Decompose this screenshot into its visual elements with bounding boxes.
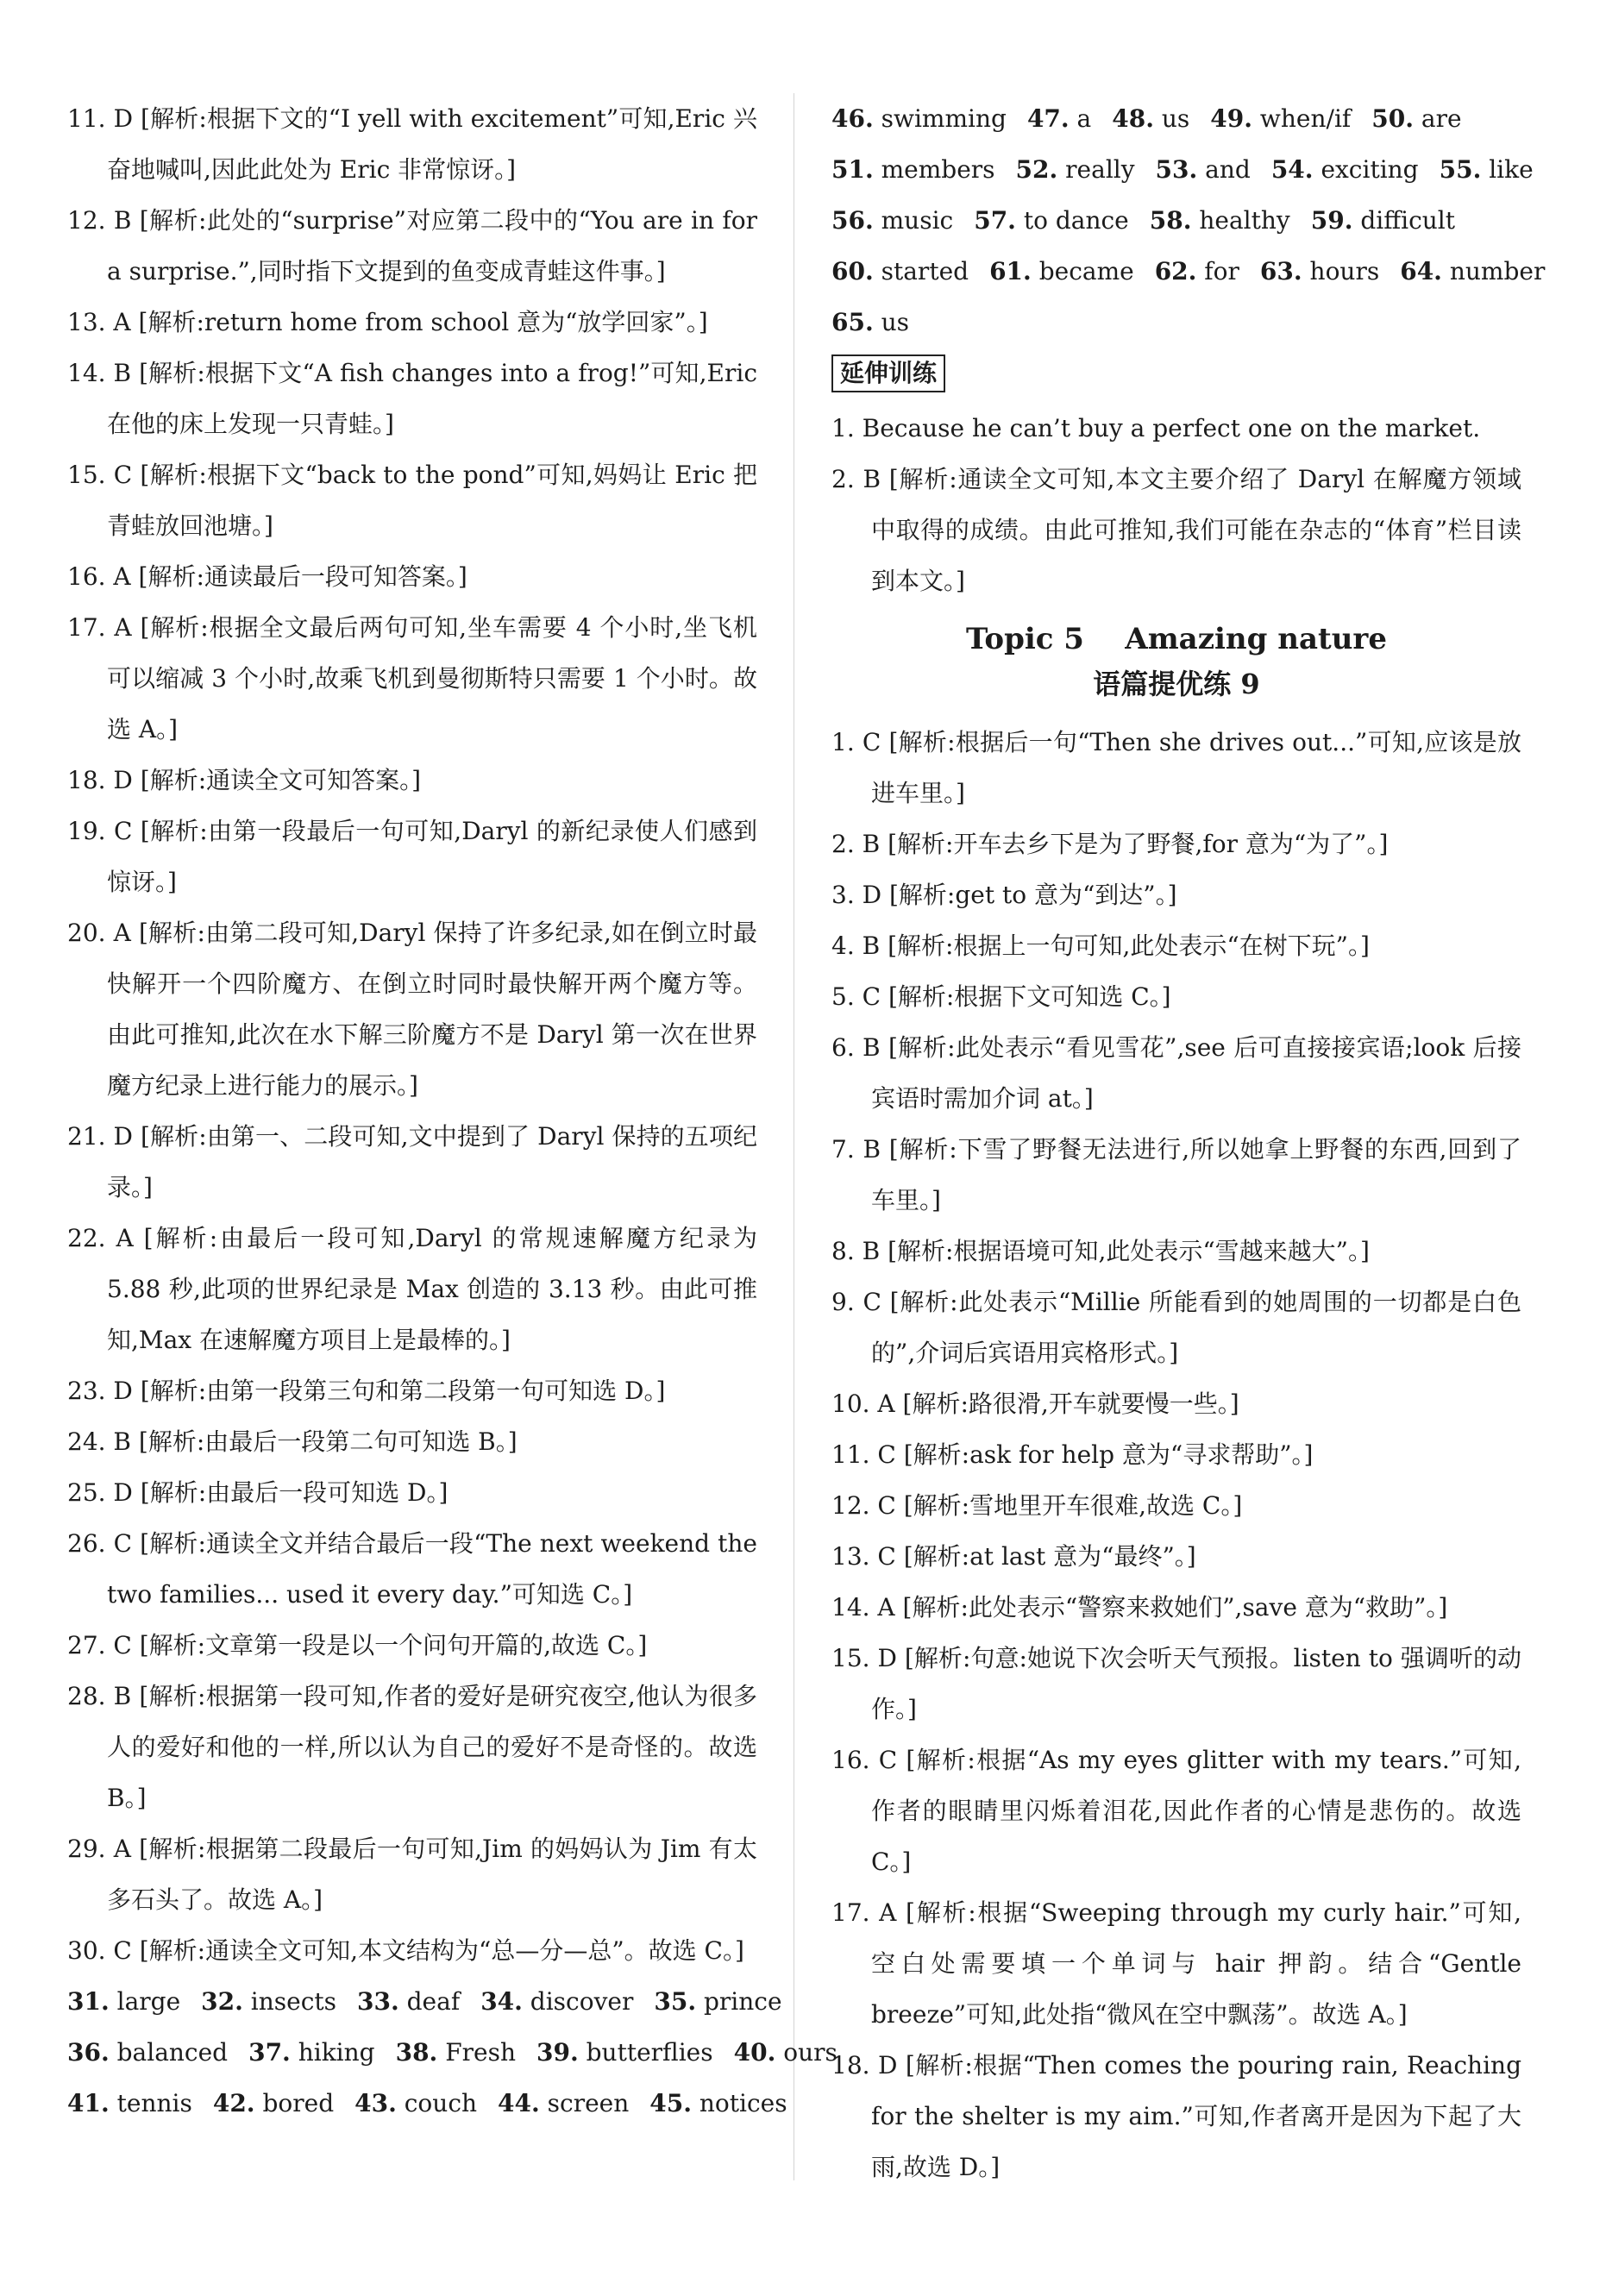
word-number: 38.	[395, 2038, 438, 2067]
word-number: 42.	[212, 2089, 255, 2117]
word-cell	[357, 1976, 460, 2027]
word-number: 41.	[67, 2089, 110, 2117]
answer-entry	[831, 1277, 1521, 1378]
word-cell	[654, 1976, 781, 2027]
word-number: 47.	[1026, 104, 1070, 133]
word-row	[831, 93, 1521, 144]
answer-entry	[67, 1213, 757, 1365]
word-answer: healthy	[1191, 206, 1290, 235]
word-answer: us	[1153, 104, 1190, 133]
word-number: 37.	[248, 2038, 291, 2067]
left-answer-list	[67, 93, 757, 1976]
word-number: 43.	[354, 2089, 397, 2117]
answer-entry	[67, 806, 757, 907]
word-answer: difficult	[1352, 206, 1456, 235]
word-answer: members	[873, 155, 995, 184]
answer-entry	[67, 1365, 757, 1416]
answer-text: 17. A [解析:根据“Sweeping through my curly hair.”可知,空白处需要填一个单词与 hair 押韵。结合“Gentle breeze”可知,此处指“微风在空中飘荡”。故选 A。]	[831, 1898, 1521, 2029]
answer-entry	[67, 1620, 757, 1671]
word-number: 46.	[831, 104, 874, 133]
answer-entry	[831, 2040, 1521, 2192]
word-number: 54.	[1270, 155, 1314, 184]
word-answer: are	[1413, 104, 1462, 133]
answer-entry	[831, 1735, 1521, 1887]
answer-text: 1. C [解析:根据后一句“Then she drives out...”可知,应该是放进车里。]	[831, 728, 1521, 807]
word-number: 45.	[649, 2089, 692, 2117]
word-row	[831, 246, 1546, 297]
word-number: 64.	[1400, 257, 1442, 285]
word-cell	[67, 1976, 180, 2027]
word-answer: exciting	[1313, 155, 1419, 184]
word-number: 61.	[989, 257, 1032, 285]
word-answer: butterflies	[578, 2038, 713, 2067]
word-cell	[1112, 93, 1189, 144]
answer-entry	[831, 1480, 1521, 1531]
word-cell	[734, 2027, 838, 2078]
extension-list	[831, 403, 1521, 606]
word-cell	[536, 2027, 713, 2078]
word-answer: Fresh	[437, 2038, 516, 2067]
word-answer: prince	[696, 1987, 782, 2016]
word-row	[67, 1976, 782, 2027]
word-cell	[1371, 93, 1461, 144]
answer-entry	[67, 1518, 757, 1620]
word-cell	[1150, 195, 1290, 246]
answer-text: 12. B [解析:此处的“surprise”对应第二段中的“You are in for a surprise.”,同时指下文提到的鱼变成青蛙这件事。]	[67, 206, 757, 285]
answer-entry	[831, 869, 1521, 920]
word-answer: and	[1197, 155, 1251, 184]
topic-title: Topic 5 Amazing nature	[966, 622, 1387, 656]
answer-entry	[831, 1226, 1521, 1277]
answer-entry	[67, 195, 757, 297]
answer-text: 20. A [解析:由第二段可知,Daryl 保持了许多纪录,如在倒立时最快解开一个四阶魔方、在倒立时同时最快解开两个魔方等。由此可推知,此次在水下解三阶魔方不是 Daryl 第一次在世界魔方纪录上进行能力的展示。]	[67, 919, 757, 1100]
answer-entry	[67, 1925, 757, 1976]
word-number: 58.	[1149, 206, 1192, 235]
word-number: 36.	[67, 2038, 110, 2067]
answer-text: 14. A [解析:此处表示“警察来救她们”,save 意为“救助”。]	[831, 1593, 1448, 1622]
answer-entry	[67, 1467, 757, 1518]
answer-entry	[67, 93, 757, 195]
word-number: 57.	[974, 206, 1016, 235]
answer-entry	[831, 1022, 1521, 1124]
answer-entry	[67, 907, 757, 1111]
answer-text: 14. B [解析:根据下文“A fish changes into a frog!”可知,Eric 在他的床上发现一只青蛙。]	[67, 359, 757, 438]
answer-text: 17. A [解析:根据全文最后两句可知,坐车需要 4 个小时,坐飞机可以缩减 3 个小时,故乘飞机到曼彻斯特只需要 1 个小时。故选 A。]	[67, 613, 757, 743]
answer-text: 18. D [解析:根据“Then comes the pouring rain, Reaching for the shelter is my aim.”可知,作者离开是因为下起了大雨,故选 D。]	[831, 2051, 1521, 2181]
word-number: 63.	[1259, 257, 1302, 285]
word-number: 52.	[1015, 155, 1058, 184]
word-cell	[831, 93, 1007, 144]
answer-entry	[831, 971, 1521, 1022]
answer-text: 29. A [解析:根据第二段最后一句可知,Jim 的妈妈认为 Jim 有太多石头了。故选 A。]	[67, 1835, 757, 1914]
answer-text: 26. C [解析:通读全文并结合最后一段“The next weekend the two families... used it every day.”可知选 C。]	[67, 1529, 757, 1609]
answer-entry	[67, 1823, 757, 1925]
answer-text: 3. D [解析:get to 意为“到达”。]	[831, 881, 1177, 909]
answer-entry	[831, 454, 1521, 606]
word-answer: deaf	[398, 1987, 461, 2016]
answer-text: 15. D [解析:句意:她说下次会听天气预报。listen to 强调听的动作。]	[831, 1644, 1521, 1723]
word-number: 65.	[831, 308, 874, 336]
word-answer: tennis	[109, 2089, 192, 2117]
word-answer: hiking	[290, 2038, 375, 2067]
word-cell	[831, 297, 909, 348]
word-answer: us	[873, 308, 910, 336]
answer-text: 9. C [解析:此处表示“Millie 所能看到的她周围的一切都是白色的”,介词后宾语用宾格形式。]	[831, 1288, 1521, 1367]
word-number: 31.	[67, 1987, 110, 2016]
answer-entry	[67, 602, 757, 755]
word-number: 49.	[1210, 104, 1252, 133]
answer-text: 16. A [解析:通读最后一段可知答案。]	[67, 562, 467, 591]
word-number: 50.	[1371, 104, 1414, 133]
answer-text: 10. A [解析:路很滑,开车就要慢一些。]	[831, 1390, 1239, 1418]
word-number: 51.	[831, 155, 874, 184]
word-cell	[1210, 93, 1351, 144]
word-cell	[67, 2027, 228, 2078]
word-cell	[213, 2078, 334, 2129]
answer-text: 23. D [解析:由第一段第三句和第二段第一句可知选 D。]	[67, 1377, 666, 1405]
answer-text: 7. B [解析:下雪了野餐无法进行,所以她拿上野餐的东西,回到了车里。]	[831, 1135, 1521, 1214]
answer-text: 27. C [解析:文章第一段是以一个问句开篇的,故选 C。]	[67, 1631, 648, 1659]
topic-subtitle: 语篇提优练 9	[1093, 668, 1260, 700]
answer-text: 11. C [解析:ask for help 意为“寻求帮助”。]	[831, 1440, 1314, 1469]
word-answer: discover	[522, 1987, 634, 2016]
answer-text: 8. B [解析:根据语境可知,此处表示“雪越来越大”。]	[831, 1237, 1370, 1265]
word-answer: really	[1057, 155, 1135, 184]
word-answer: screen	[539, 2089, 630, 2117]
word-cell	[1156, 144, 1251, 195]
word-number: 55.	[1439, 155, 1482, 184]
answer-entry	[831, 1378, 1521, 1429]
answer-entry	[831, 1531, 1521, 1582]
word-answer: notices	[691, 2089, 787, 2117]
answer-text: 18. D [解析:通读全文可知答案。]	[67, 766, 422, 794]
answer-text: 6. B [解析:此处表示“看见雪花”,see 后可直接接宾语;look 后接宾语时需加介词 at。]	[831, 1033, 1521, 1113]
word-number: 40.	[733, 2038, 776, 2067]
word-answer: when/if	[1252, 104, 1352, 133]
word-cell	[1311, 195, 1455, 246]
word-cell	[649, 2078, 787, 2129]
answer-text: 24. B [解析:由最后一段第二句可知选 B。]	[67, 1427, 518, 1456]
answer-entry	[831, 717, 1521, 819]
word-answer: like	[1481, 155, 1534, 184]
right-word-grid	[831, 93, 1546, 348]
answer-text: 2. B [解析:通读全文可知,本文主要介绍了 Daryl 在解魔方领域中取得的成绩。由此可推知,我们可能在杂志的“体育”栏目读到本文。]	[831, 465, 1521, 595]
answer-entry	[67, 755, 757, 806]
answer-entry	[67, 1416, 757, 1467]
answer-entry	[67, 297, 757, 348]
word-cell	[974, 195, 1129, 246]
word-cell	[1260, 246, 1379, 297]
answer-text: 25. D [解析:由最后一段可知选 D。]	[67, 1478, 449, 1507]
answer-entry	[831, 819, 1521, 869]
word-cell	[1400, 246, 1545, 297]
answer-entry	[831, 1429, 1521, 1480]
answer-text: 28. B [解析:根据第一段可知,作者的爱好是研究夜空,他认为很多人的爱好和他的一样,所以认为自己的爱好不是奇怪的。故选 B。]	[67, 1682, 757, 1812]
word-answer: music	[873, 206, 954, 235]
word-cell	[396, 2027, 516, 2078]
answer-text: 13. C [解析:at last 意为“最终”。]	[831, 1542, 1196, 1571]
answer-text: 16. C [解析:根据“As my eyes glitter with my tears.”可知,作者的眼睛里闪烁着泪花,因此作者的心情是悲伤的。故选 C。]	[831, 1746, 1521, 1876]
word-cell	[67, 2078, 192, 2129]
answer-entry	[831, 1887, 1521, 2040]
word-number: 34.	[480, 1987, 523, 2016]
word-answer: insects	[242, 1987, 337, 2016]
extension-label: 延伸训练	[831, 354, 945, 392]
left-column	[67, 93, 838, 2129]
word-cell	[831, 246, 969, 297]
word-cell	[1440, 144, 1534, 195]
word-number: 32.	[201, 1987, 243, 2016]
answer-text: 2. B [解析:开车去乡下是为了野餐,for 意为“为了”。]	[831, 830, 1389, 858]
word-row	[67, 2078, 787, 2129]
word-answer: large	[109, 1987, 181, 2016]
word-number: 33.	[357, 1987, 399, 2016]
word-answer: couch	[396, 2089, 478, 2117]
right-column	[831, 93, 1546, 2192]
word-cell	[1271, 144, 1419, 195]
word-cell	[989, 246, 1134, 297]
answer-text: 22. A [解析:由最后一段可知,Daryl 的常规速解魔方纪录为 5.88 秒,此项的世界纪录是 Max 创造的 3.13 秒。由此可推知,Max 在速解魔方项目上是最棒的。]	[67, 1224, 757, 1354]
answer-text: 19. C [解析:由第一段最后一句可知,Daryl 的新纪录使人们感到惊讶。]	[67, 817, 757, 896]
word-answer: number	[1441, 257, 1546, 285]
answer-text: 13. A [解析:return home from school 意为“放学回家”。]	[67, 308, 708, 336]
word-cell	[201, 1976, 336, 2027]
answer-text: 1. Because he can’t buy a perfect one on the market.	[831, 414, 1481, 442]
left-word-grid	[67, 1976, 838, 2129]
word-answer: a	[1069, 104, 1092, 133]
word-cell	[831, 144, 995, 195]
word-answer: bored	[254, 2089, 335, 2117]
answer-entry	[831, 920, 1521, 971]
word-row	[831, 144, 1534, 195]
word-answer: became	[1031, 257, 1134, 285]
answer-entry	[831, 1582, 1521, 1633]
answer-entry	[831, 1633, 1521, 1735]
word-cell	[480, 1976, 633, 2027]
word-cell	[498, 2078, 629, 2129]
answer-entry	[67, 1111, 757, 1213]
answer-text: 15. C [解析:根据下文“back to the pond”可知,妈妈让 Eric 把青蛙放回池塘。]	[67, 461, 757, 540]
word-cell	[354, 2078, 477, 2129]
word-number: 60.	[831, 257, 874, 285]
word-cell	[1016, 144, 1135, 195]
word-answer: balanced	[109, 2038, 229, 2067]
word-row	[831, 297, 1521, 348]
answer-text: 5. C [解析:根据下文可知选 C。]	[831, 982, 1171, 1011]
answer-entry	[67, 348, 757, 449]
answer-entry	[831, 403, 1521, 454]
word-number: 62.	[1154, 257, 1197, 285]
word-cell	[1155, 246, 1239, 297]
word-answer: started	[873, 257, 969, 285]
right-answer-list	[831, 717, 1521, 2192]
word-number: 53.	[1155, 155, 1198, 184]
word-answer: to dance	[1015, 206, 1129, 235]
answer-text: 4. B [解析:根据上一句可知,此处表示“在树下玩”。]	[831, 932, 1370, 960]
answer-text: 12. C [解析:雪地里开车很难,故选 C。]	[831, 1491, 1243, 1520]
answer-entry	[67, 449, 757, 551]
word-answer: for	[1196, 257, 1239, 285]
word-cell	[831, 195, 953, 246]
word-number: 48.	[1112, 104, 1154, 133]
word-number: 59.	[1310, 206, 1353, 235]
answer-entry	[67, 1671, 757, 1823]
word-cell	[1027, 93, 1091, 144]
word-number: 35.	[654, 1987, 697, 2016]
word-number: 56.	[831, 206, 874, 235]
word-answer: hours	[1302, 257, 1380, 285]
word-answer: swimming	[873, 104, 1007, 133]
answer-entry	[831, 1124, 1521, 1226]
answer-entry	[67, 551, 757, 602]
word-number: 44.	[498, 2089, 540, 2117]
word-row	[67, 2027, 838, 2078]
answer-text: 11. D [解析:根据下文的“I yell with excitement”可知,Eric 兴奋地喊叫,因此此处为 Eric 非常惊讶。]	[67, 104, 757, 184]
answer-text: 30. C [解析:通读全文可知,本文结构为“总—分—总”。故选 C。]	[67, 1936, 744, 1965]
answer-text: 21. D [解析:由第一、二段可知,文中提到了 Daryl 保持的五项纪录。]	[67, 1122, 757, 1201]
word-answer: ours	[775, 2038, 838, 2067]
word-row	[831, 195, 1521, 246]
word-number: 39.	[536, 2038, 579, 2067]
word-cell	[248, 2027, 375, 2078]
